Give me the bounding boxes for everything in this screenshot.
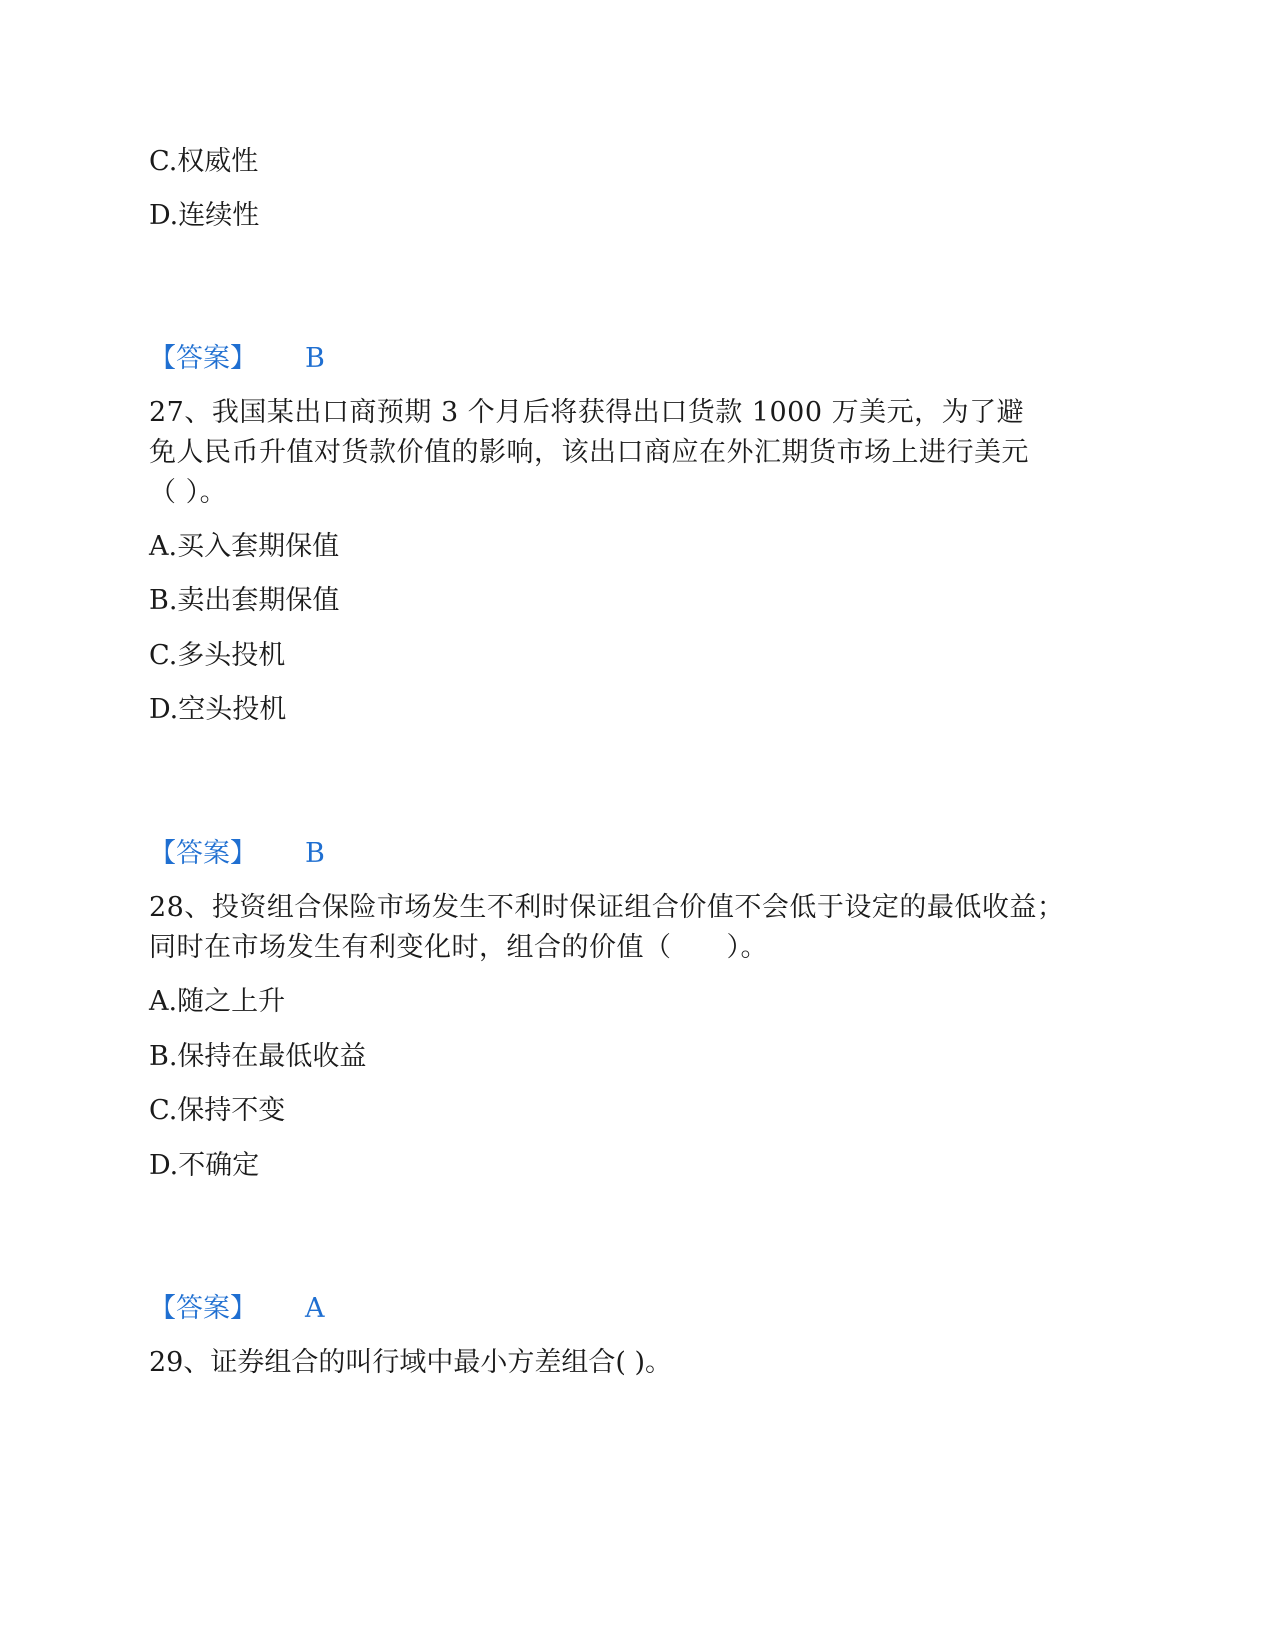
question-stem-29: 29、证券组合的叫行域中最小方差组合( )。	[149, 1347, 673, 1378]
answer-line	[149, 836, 325, 872]
answer-label: 【答案】	[149, 343, 257, 374]
answer-value: B	[305, 838, 325, 869]
option-c: C.权威性	[149, 146, 259, 177]
answer-line	[149, 1291, 325, 1327]
answer-line	[149, 341, 325, 377]
answer-value: A	[305, 1293, 325, 1324]
option-a: A.买入套期保值	[149, 531, 340, 562]
option-b: B.卖出套期保值	[149, 585, 340, 616]
option-d: D.连续性	[149, 200, 260, 231]
answer-value: B	[305, 343, 325, 374]
option-a: A.随之上升	[149, 986, 286, 1017]
option-d: D.空头投机	[149, 694, 287, 725]
option-c: C.多头投机	[149, 640, 286, 671]
question-stem-28: 28、投资组合保险市场发生不利时保证组合价值不会低于设定的最低收益；同时在市场发生有利变化时，组合的价值（ ）。	[149, 892, 1065, 963]
option-d: D.不确定	[149, 1150, 260, 1181]
question-stem-27: 27、我国某出口商预期 3 个月后将获得出口货款 1000 万美元，为了避免人民币升值对货款价值的影响，该出口商应在外汇期货市场上进行美元（ ）。	[149, 397, 1029, 508]
option-c: C.保持不变	[149, 1095, 286, 1126]
answer-label: 【答案】	[149, 1293, 257, 1324]
option-b: B.保持在最低收益	[149, 1041, 367, 1072]
answer-label: 【答案】	[149, 838, 257, 869]
